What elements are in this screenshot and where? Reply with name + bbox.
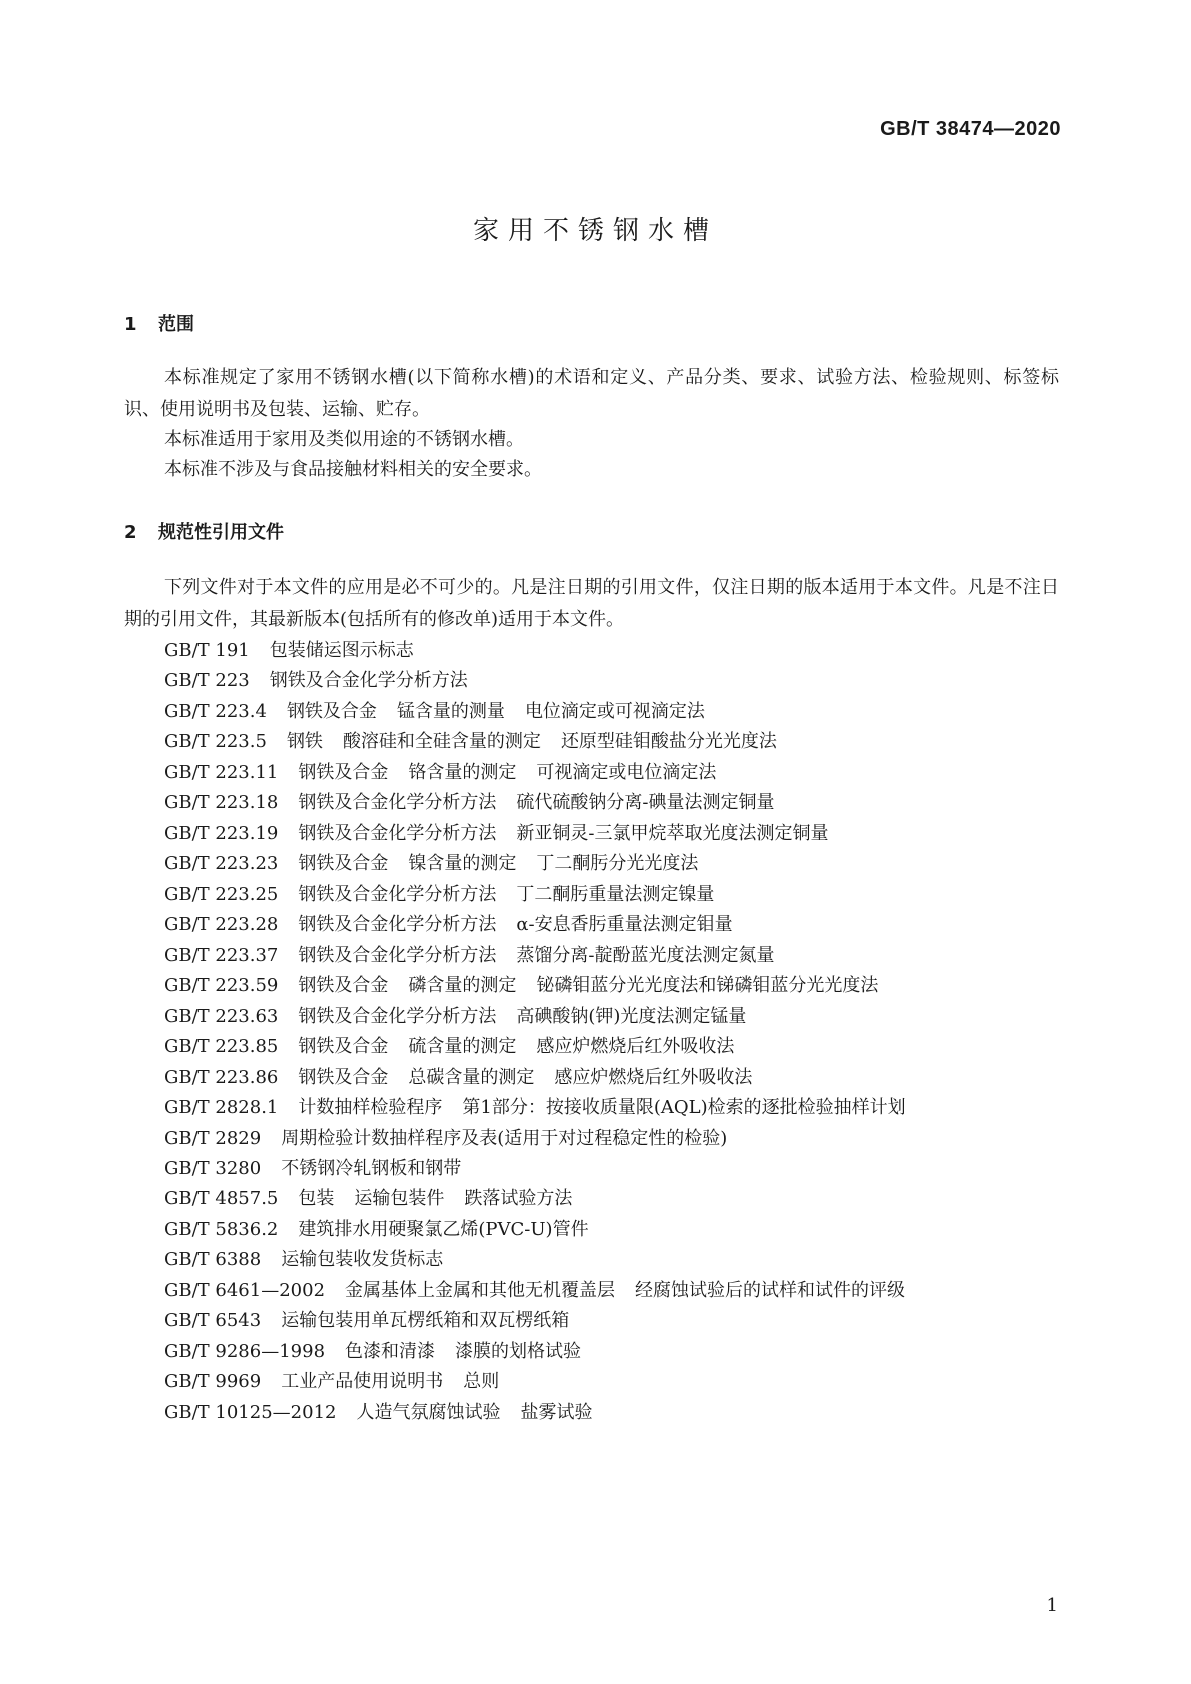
reference-item <box>164 910 1064 940</box>
reference-code: GB/T 223.4 <box>164 700 267 722</box>
reference-code: GB/T 223.5 <box>164 731 267 753</box>
reference-title-part: 钢铁及合金化学分析方法 <box>269 670 468 692</box>
reference-title-part: 钢铁及合金化学分析方法 <box>298 944 497 966</box>
reference-item <box>164 1367 1064 1397</box>
page-number: 1 <box>1046 1595 1058 1616</box>
reference-code: GB/T 223.25 <box>164 883 279 905</box>
reference-item <box>164 697 1064 727</box>
paragraph: 本标准规定了家用不锈钢水槽(以下简称水槽)的术语和定义、产品分类、要求、试验方法、检验规则、标签标识、使用说明书及包装、运输、贮存。 <box>124 367 1059 420</box>
standard-code: GB/T 38474—2020 <box>880 118 1061 140</box>
reference-code: GB/T 3280 <box>164 1157 262 1179</box>
reference-title-part: 酸溶硅和全硅含量的测定 <box>342 731 541 753</box>
reference-item <box>164 971 1064 1001</box>
reference-code: GB/T 223.18 <box>164 792 279 814</box>
reference-code: GB/T 9286—1998 <box>164 1340 326 1362</box>
reference-code: GB/T 6543 <box>164 1310 262 1332</box>
reference-title-part: 钢铁及合金化学分析方法 <box>298 1005 497 1027</box>
reference-title-part: 还原型硅钼酸盐分光光度法 <box>560 731 777 753</box>
reference-title-part: 漆膜的划格试验 <box>455 1340 582 1362</box>
reference-title-part: 运输包装收发货标志 <box>281 1249 444 1271</box>
reference-title-part: 铋磷钼蓝分光光度法和锑磷钼蓝分光光度法 <box>536 975 879 997</box>
reference-item <box>164 1337 1064 1367</box>
reference-list <box>164 636 1064 1428</box>
reference-title-part: 感应炉燃烧后红外吸收法 <box>554 1066 753 1088</box>
reference-title-part: 镍含量的测定 <box>408 853 517 875</box>
reference-title-part: 硫含量的测定 <box>408 1036 517 1058</box>
reference-title-part: 钢铁及合金化学分析方法 <box>298 822 497 844</box>
reference-item <box>164 1276 1064 1306</box>
reference-title-part: 第1部分：按接收质量限(AQL)检索的逐批检验抽样计划 <box>462 1097 906 1119</box>
reference-title-part: 计数抽样检验程序 <box>298 1097 443 1119</box>
reference-title-part: 感应炉燃烧后红外吸收法 <box>536 1036 735 1058</box>
reference-title-part: α-安息香肟重量法测定钼量 <box>516 914 733 936</box>
document-title: 家用不锈钢水槽 <box>472 216 718 246</box>
reference-title-part: 不锈钢冷轧钢板和钢带 <box>281 1157 462 1179</box>
reference-item <box>164 1002 1064 1032</box>
paragraph: 下列文件对于本文件的应用是必不可少的。凡是注日期的引用文件，仅注日期的版本适用于本文件。凡是不注日期的引用文件，其最新版本(包括所有的修改单)适用于本文件。 <box>124 577 1059 630</box>
reference-title-part: 新亚铜灵-三氯甲烷萃取光度法测定铜量 <box>516 822 829 844</box>
reference-code: GB/T 2829 <box>164 1127 262 1149</box>
section-title: 规范性引用文件 <box>158 522 284 543</box>
reference-item <box>164 1154 1064 1184</box>
reference-code: GB/T 191 <box>164 640 250 661</box>
reference-item <box>164 819 1064 849</box>
reference-code: GB/T 223.23 <box>164 853 279 875</box>
reference-item <box>164 1063 1064 1093</box>
reference-code: GB/T 223 <box>164 670 250 692</box>
section-number: 2 <box>124 522 137 543</box>
reference-title-part: 总则 <box>463 1371 500 1393</box>
reference-title-part: 锰含量的测量 <box>396 700 505 722</box>
section-number: 1 <box>124 314 137 335</box>
reference-title-part: 丁二酮肟重量法测定镍量 <box>516 883 715 905</box>
reference-code: GB/T 9969 <box>164 1371 262 1393</box>
reference-code: GB/T 4857.5 <box>164 1188 279 1210</box>
reference-item <box>164 1124 1064 1154</box>
reference-title-part: 建筑排水用硬聚氯乙烯(PVC-U)管件 <box>298 1218 589 1240</box>
reference-title-part: 硫代硫酸钠分离-碘量法测定铜量 <box>516 792 775 814</box>
reference-item <box>164 1215 1064 1245</box>
reference-item <box>164 941 1064 971</box>
reference-title-part: 总碳含量的测定 <box>408 1066 535 1088</box>
reference-title-part: 周期检验计数抽样程序及表(适用于对过程稳定性的检验) <box>281 1127 728 1149</box>
reference-code: GB/T 6388 <box>164 1249 262 1271</box>
reference-item <box>164 1245 1064 1275</box>
reference-title-part: 运输包装用单瓦楞纸箱和双瓦楞纸箱 <box>281 1310 570 1332</box>
reference-title-part: 铬含量的测定 <box>408 761 517 783</box>
reference-code: GB/T 223.59 <box>164 975 279 997</box>
reference-title-part: 人造气氛腐蚀试验 <box>356 1401 501 1423</box>
reference-code: GB/T 2828.1 <box>164 1097 279 1119</box>
reference-title-part: 经腐蚀试验后的试样和试件的评级 <box>635 1279 906 1301</box>
reference-code: GB/T 223.19 <box>164 822 279 844</box>
reference-title-part: 盐雾试验 <box>520 1401 593 1423</box>
reference-code: GB/T 6461—2002 <box>164 1279 326 1301</box>
reference-title-part: 钢铁 <box>286 731 323 753</box>
paragraph: 本标准适用于家用及类似用途的不锈钢水槽。 <box>164 429 524 450</box>
reference-title-part: 高碘酸钠(钾)光度法测定锰量 <box>516 1005 747 1027</box>
reference-title-part: 工业产品使用说明书 <box>281 1371 444 1393</box>
reference-title-part: 钢铁及合金 <box>298 1036 389 1058</box>
reference-title-part: 包装 <box>298 1188 335 1210</box>
reference-item <box>164 727 1064 757</box>
reference-title-part: 钢铁及合金 <box>298 975 389 997</box>
paragraph: 本标准不涉及与食品接触材料相关的安全要求。 <box>164 459 542 480</box>
reference-title-part: 跌落试验方法 <box>464 1188 573 1210</box>
reference-title-part: 钢铁及合金化学分析方法 <box>298 883 497 905</box>
reference-title-part: 可视滴定或电位滴定法 <box>536 761 717 783</box>
reference-title-part: 钢铁及合金 <box>286 700 377 722</box>
reference-code: GB/T 223.86 <box>164 1066 279 1088</box>
reference-item <box>164 1398 1064 1428</box>
reference-code: GB/T 223.85 <box>164 1036 279 1058</box>
reference-title-part: 包装储运图示标志 <box>269 640 414 661</box>
reference-title-part: 金属基体上金属和其他无机覆盖层 <box>345 1279 616 1301</box>
reference-item <box>164 758 1064 788</box>
reference-item <box>164 1306 1064 1336</box>
section-heading-normative-references <box>124 518 284 544</box>
reference-title-part: 钢铁及合金 <box>298 761 389 783</box>
section-title: 范围 <box>158 314 194 335</box>
reference-code: GB/T 223.28 <box>164 914 279 936</box>
reference-title-part: 蒸馏分离-靛酚蓝光度法测定氮量 <box>516 944 775 966</box>
reference-title-part: 钢铁及合金化学分析方法 <box>298 792 497 814</box>
reference-title-part: 钢铁及合金 <box>298 1066 389 1088</box>
reference-item <box>164 1093 1064 1123</box>
reference-item <box>164 788 1064 818</box>
reference-title-part: 丁二酮肟分光光度法 <box>536 853 699 875</box>
reference-item <box>164 666 1064 696</box>
reference-code: GB/T 223.11 <box>164 761 279 783</box>
section-heading-scope <box>124 310 194 336</box>
reference-item <box>164 1032 1064 1062</box>
reference-code: GB/T 10125—2012 <box>164 1401 337 1423</box>
reference-title-part: 磷含量的测定 <box>408 975 517 997</box>
reference-title-part: 钢铁及合金化学分析方法 <box>298 914 497 936</box>
reference-item <box>164 636 1064 666</box>
reference-item <box>164 1184 1064 1214</box>
reference-title-part: 钢铁及合金 <box>298 853 389 875</box>
reference-item <box>164 849 1064 879</box>
reference-item <box>164 880 1064 910</box>
reference-title-part: 运输包装件 <box>354 1188 445 1210</box>
reference-title-part: 色漆和清漆 <box>345 1340 436 1362</box>
reference-code: GB/T 5836.2 <box>164 1218 279 1240</box>
reference-title-part: 电位滴定或可视滴定法 <box>524 700 705 722</box>
reference-code: GB/T 223.37 <box>164 944 279 966</box>
reference-code: GB/T 223.63 <box>164 1005 279 1027</box>
